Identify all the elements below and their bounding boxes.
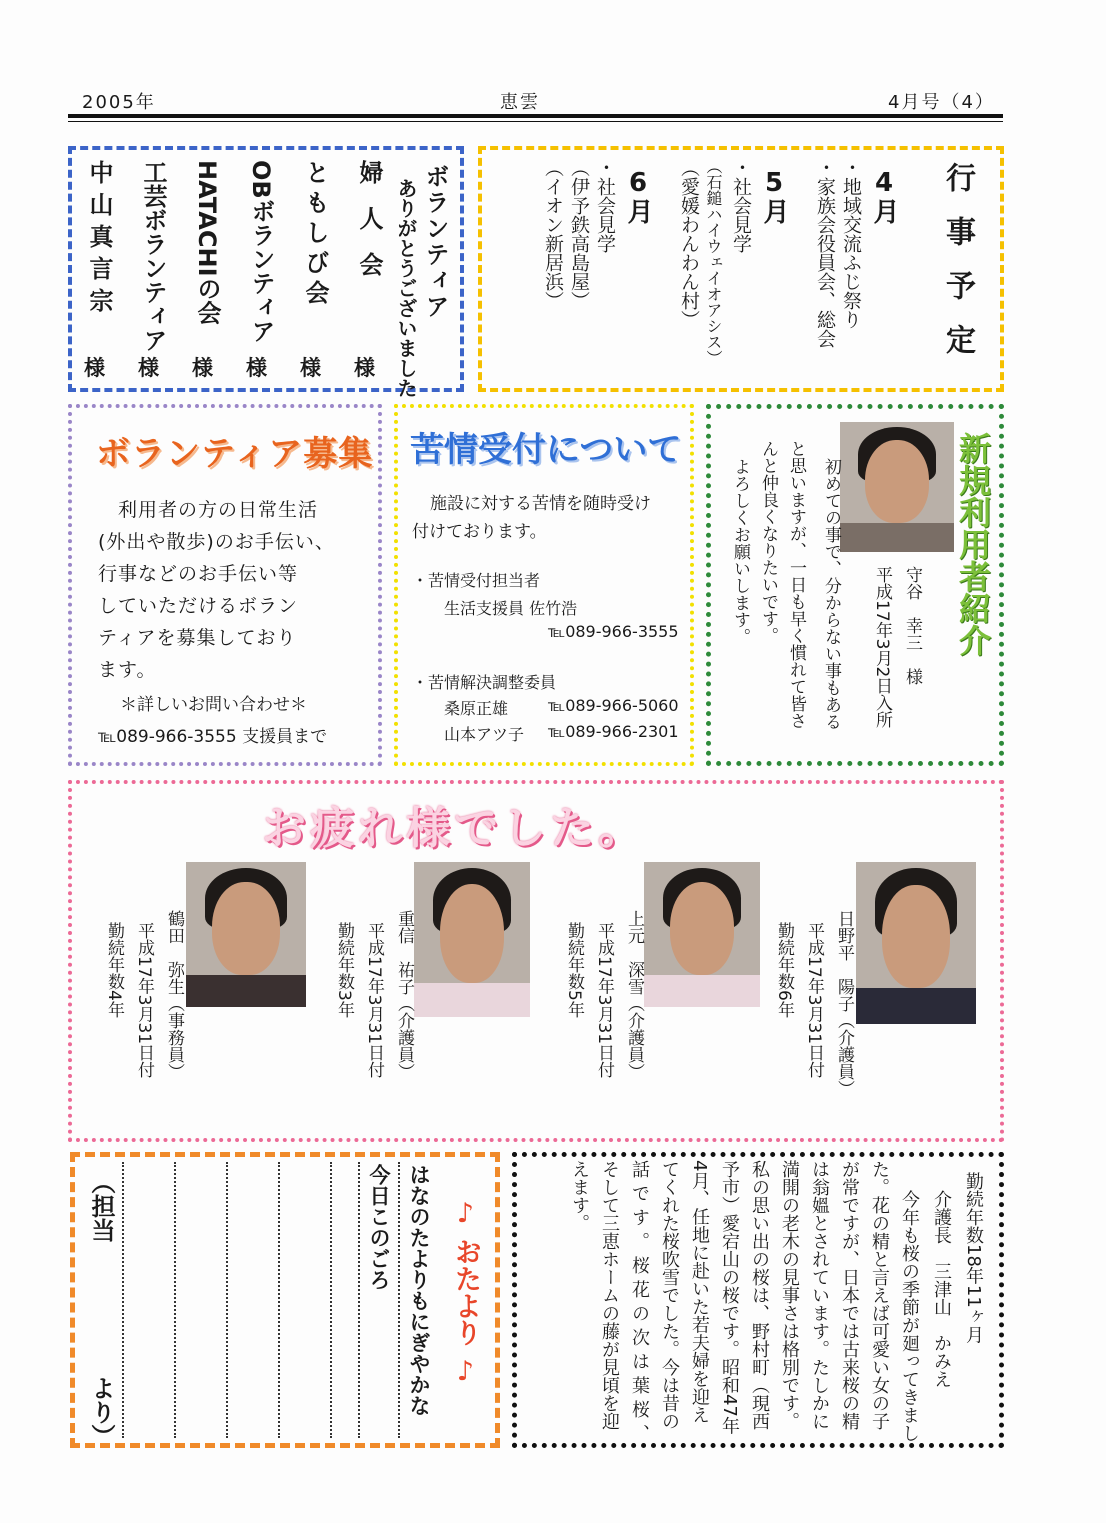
recruit-body <box>98 494 335 686</box>
otayori-from-bottom: より） <box>87 1376 115 1448</box>
complaints-title: 苦情受付について <box>410 430 682 470</box>
thanks-title-1: ボランティア <box>421 164 449 320</box>
recruit-body-line-2: (外出や散歩)のお手伝い、 <box>98 531 335 553</box>
header-title: 恵雲 <box>500 92 540 113</box>
staff-4-date: 平成17年3月31日付 <box>134 922 154 1079</box>
schedule-may-item-2: （石鎚ハイウェイオアシス） <box>704 158 723 366</box>
staff-4-photo-shirt <box>186 975 306 1007</box>
essay-line-3: 今年も桜の季節が廻ってきまし <box>899 1172 920 1442</box>
header-year: 2005年 <box>82 92 156 113</box>
thanks-honorific-1: 様 <box>354 356 375 380</box>
complaints-member1-name: 桑原正雄 <box>444 699 509 718</box>
essay-line-2: 介護長 三津山 かみえ <box>931 1172 952 1388</box>
staff-2-name: 上元 深雪（介護員） <box>624 910 644 1080</box>
essay-line-5: が常ですが、日本では古来桜の精 <box>839 1160 860 1430</box>
recruit-body-line-4: していただけるボラン <box>98 595 299 617</box>
essay-line-9: 予市）愛宕山の桜です。昭和47年 <box>719 1160 740 1435</box>
schedule-may-item-3: （愛媛わんわん村） <box>678 158 700 329</box>
schedule-june-label: 6月 <box>623 168 653 224</box>
schedule-june-item-1: ・社会見学 <box>594 158 616 253</box>
thanks-group-6: 中山真言宗 <box>85 160 113 320</box>
thanks-group-2: ともしび会 <box>301 160 329 310</box>
writing-line-1 <box>122 1162 124 1438</box>
staff-3-date: 平成17年3月31日付 <box>364 922 384 1079</box>
schedule-april-item-1: ・地域交流ふじ祭り <box>840 158 862 329</box>
staff-3-name: 重信 祐子（介護員） <box>394 910 414 1080</box>
complaints-member2-tel: ℡089-966-2301 <box>548 722 679 741</box>
staff-2-date: 平成17年3月31日付 <box>594 922 614 1079</box>
writing-line-4 <box>278 1162 280 1438</box>
essay-line-7: 満開の老木の見事さは格別です。 <box>779 1160 800 1430</box>
staff-4-photo <box>186 862 306 1007</box>
staff-4-years: 勤続年数4年 <box>104 922 124 1018</box>
header-rule-thick <box>68 114 1003 118</box>
newuser-photo <box>840 422 954 552</box>
complaints-committee-label: ・苦情解決調整委員 <box>412 673 557 692</box>
thanks-group-1: 婦人会 <box>355 160 383 298</box>
staff-1-years: 勤続年数6年 <box>774 922 794 1018</box>
essay-line-10: 4月、任地に赴いた若夫婦を迎え <box>689 1160 710 1424</box>
thanks-group-3: OBボランティア <box>247 160 275 343</box>
newuser-date: 平成17年3月2日入所 <box>872 566 892 729</box>
schedule-may-item-1: ・社会見学 <box>730 158 752 253</box>
recruit-body-line-1: 利用者の方の日常生活 <box>118 499 319 521</box>
recruit-body-line-3: 行事などのお手伝い等 <box>98 563 299 585</box>
recruit-body-line-6: ます。 <box>98 659 157 681</box>
newuser-photo-face <box>865 440 929 523</box>
otayori-title: ♪ おたより ♪ <box>450 1198 481 1387</box>
complaints-officer-label: ・苦情受付担当者 <box>412 571 541 590</box>
essay-line-14: えます。 <box>569 1160 590 1232</box>
recruit-contact: ℡089-966-3555 支援員まで <box>98 727 328 747</box>
staff-1-name: 日野平 陽子（介護員） <box>834 910 854 1097</box>
farewell-title: お疲れ様でした。 <box>262 803 646 854</box>
newuser-line-4: よろしくお願いします。 <box>730 458 750 645</box>
staff-1-photo-face <box>882 885 949 989</box>
schedule-june-item-2: （伊予鉄高島屋） <box>568 158 590 310</box>
staff-2-photo-shirt <box>644 975 760 1007</box>
complaints-member2-name: 山本アツ子 <box>444 725 525 744</box>
writing-line-7 <box>398 1162 400 1438</box>
writing-line-6 <box>358 1162 360 1438</box>
newuser-title: 新規利用者紹介 <box>954 432 992 656</box>
staff-1-date: 平成17年3月31日付 <box>804 922 824 1079</box>
writing-line-5 <box>330 1162 332 1438</box>
staff-1-photo-shirt <box>856 988 976 1024</box>
header-issue: 4月号（4） <box>888 92 995 113</box>
header-rule-thin <box>68 121 1003 122</box>
staff-4-photo-face <box>212 882 279 975</box>
schedule-title: 行事予定 <box>940 162 975 378</box>
schedule-june-item-3: （イオン新居浜） <box>542 158 564 310</box>
thanks-honorific-6: 様 <box>84 356 105 380</box>
thanks-honorific-3: 様 <box>246 356 267 380</box>
staff-3-photo-face <box>440 884 505 983</box>
complaints-officer-name: 生活支援員 佐竹浩 <box>444 599 578 618</box>
newuser-line-2: と思いますが、一日も早く慣れて皆さ <box>786 440 806 729</box>
staff-1-photo <box>856 862 976 1024</box>
thanks-group-5: 工芸ボランティア <box>139 160 167 352</box>
schedule-may-label: 5月 <box>759 168 789 224</box>
essay-line-8: 私の思い出の桜は、野村町（現西 <box>749 1160 770 1430</box>
newuser-line-1: 初めての事で、分からない事もある <box>821 458 841 730</box>
recruit-title: ボランティア募集 <box>96 434 374 474</box>
staff-4-name: 鶴田 弥生（事務員） <box>164 910 184 1080</box>
recruit-inquiry: ＊詳しいお問い合わせ＊ <box>120 695 307 715</box>
staff-3-photo-shirt <box>414 983 530 1017</box>
staff-3-years: 勤続年数3年 <box>334 922 354 1018</box>
thanks-title-2: ありがとうございました <box>394 178 418 398</box>
newuser-photo-shirt <box>840 523 954 552</box>
otayori-subtitle-2: 今日このごろ <box>367 1164 391 1290</box>
essay-line-6: は翁媼とされています。たしかに <box>809 1160 830 1430</box>
essay-line-4: た。花の精と言えば可愛い女の子 <box>869 1160 890 1430</box>
essay-line-11: てくれた桜吹雪でした。今は昔の <box>659 1160 680 1430</box>
schedule-april-label: 4月 <box>869 168 899 224</box>
complaints-intro-line-1: 施設に対する苦情を随時受け <box>430 494 651 514</box>
writing-line-3 <box>226 1162 228 1438</box>
staff-2-years: 勤続年数5年 <box>564 922 584 1018</box>
newuser-line-3: んと仲良くなりたいです。 <box>758 440 778 644</box>
staff-2-photo <box>644 862 760 1007</box>
essay-line-13: そして三恵ホームの藤が見頃を迎 <box>599 1160 620 1430</box>
newuser-name: 守谷 幸三 様 <box>902 566 922 685</box>
otayori-from-top: （担当 <box>87 1170 115 1242</box>
thanks-honorific-2: 様 <box>300 356 321 380</box>
essay-line-12: 話です。桜花の次は葉桜、 <box>629 1160 650 1448</box>
complaints-member1-tel: ℡089-966-5060 <box>548 696 679 715</box>
staff-2-photo-face <box>670 882 735 975</box>
complaints-intro-line-2: 付けております。 <box>412 522 547 542</box>
otayori-box <box>70 1152 500 1448</box>
staff-3-photo <box>414 862 530 1017</box>
complaints-officer-tel: ℡089-966-3555 <box>548 622 679 641</box>
recruit-body-line-5: ティアを募集しており <box>98 627 297 649</box>
writing-line-2 <box>174 1162 176 1438</box>
essay-line-1: 勤続年数18年11ヶ月 <box>963 1172 984 1344</box>
schedule-april-item-2: ・家族会役員会、総会 <box>814 158 836 348</box>
thanks-group-4: HATACHIの会 <box>193 160 221 325</box>
thanks-honorific-5: 様 <box>138 356 159 380</box>
otayori-subtitle: はなのたよりもにぎやかな <box>407 1164 431 1416</box>
thanks-honorific-4: 様 <box>192 356 213 380</box>
complaints-intro <box>412 490 651 546</box>
